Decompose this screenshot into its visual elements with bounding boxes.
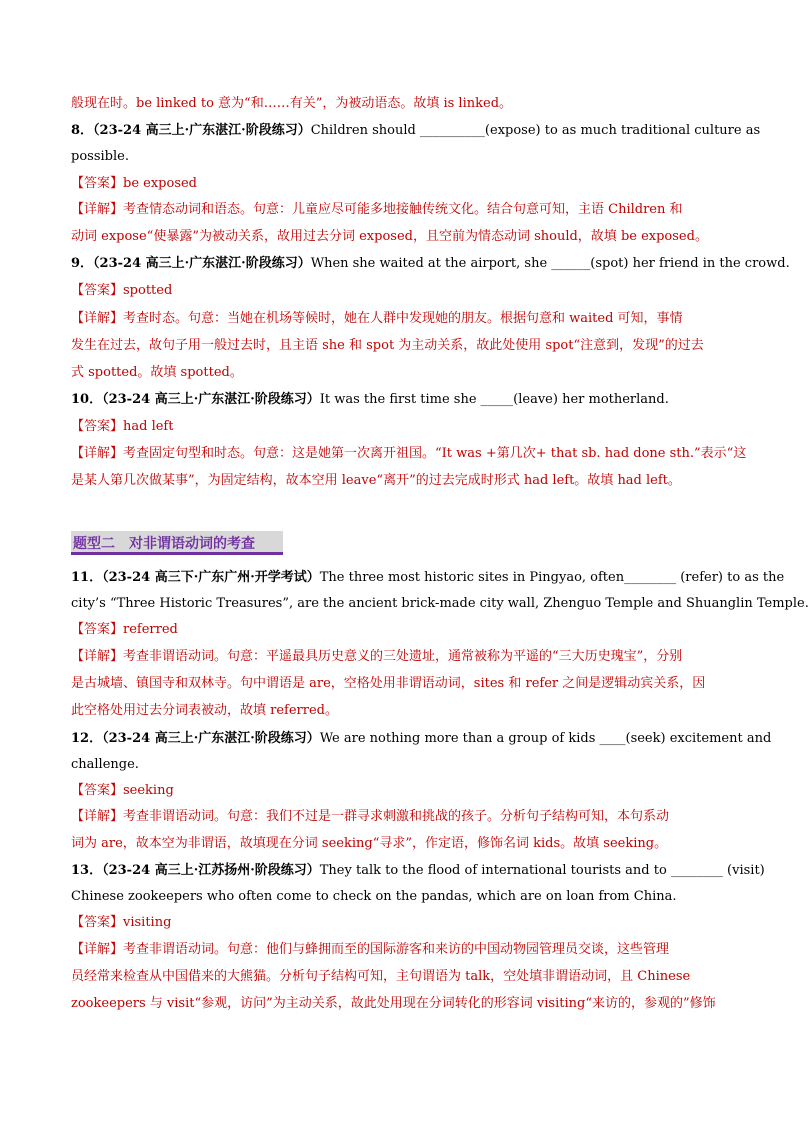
question-number: 8． xyxy=(71,123,94,138)
section-header xyxy=(71,531,283,555)
text-line: 般现在时。be linked to 意为“和……有关”，为被动语态。故填 is linked。 xyxy=(71,96,513,111)
question-text: When she waited at the airport, she ______(spot) her friend in the crowd. xyxy=(310,256,790,271)
question-source: （23-24 高三下·广东广州·开学考试） xyxy=(102,570,320,585)
section-title: 题型二 对非谓语动词的考查 xyxy=(73,536,255,552)
question-source: （23-24 高三上·广东湛江·阶段练习） xyxy=(102,731,320,746)
question-number: 9． xyxy=(71,256,94,271)
question-number: 12． xyxy=(71,731,103,746)
question-text: It was the first time she _____(leave) her motherland. xyxy=(319,392,669,407)
question-number: 11． xyxy=(71,570,103,585)
question-13 xyxy=(71,861,765,881)
explanation-line: 【详解】考查非谓语动词。句意：他们与蜂拥而至的国际游客和来访的中国动物园管理员交谈，这些管理 xyxy=(71,942,670,957)
question-source: （23-24 高三上·广东湛江·阶段练习） xyxy=(102,392,320,407)
explanation-line: 【详解】考查时态。句意：当她在机场等候时，她在人群中发现她的朋友。根据句意和 waited 可知，事情 xyxy=(71,311,683,326)
question-8 xyxy=(71,121,761,141)
question-11 xyxy=(71,568,785,588)
answer-line: 【答案】seeking xyxy=(71,783,174,798)
text-line: challenge. xyxy=(71,757,139,772)
explanation-line: 是某人第几次做某事”，为固定结构，故本空用 leave“离开”的过去完成时形式 had left。故填 had left。 xyxy=(71,473,681,488)
answer-line: 【答案】visiting xyxy=(71,915,172,930)
explanation-line: 是古城墙、镇国寺和双林寺。句中谓语是 are，空格处用非谓语动词，sites 和 refer 之间是逻辑动宾关系，因 xyxy=(71,676,706,691)
question-text: They talk to the flood of international tourists and to ________ (visit) xyxy=(319,863,765,878)
explanation-line: 词为 are，故本空为非谓语，故填现在分词 seeking“寻求”，作定语，修饰名词 kids。故填 seeking。 xyxy=(71,836,668,851)
question-source: （23-24 高三上·广东湛江·阶段练习） xyxy=(93,256,311,271)
answer-line: 【答案】had left xyxy=(71,419,174,434)
question-number: 13． xyxy=(71,863,103,878)
explanation-line: 此空格处用过去分词表被动，故填 referred。 xyxy=(71,703,338,718)
question-10 xyxy=(71,390,731,410)
explanation-line: 【详解】考查非谓语动词。句意：我们不过是一群寻求刺激和挑战的孩子。分析句子结构可知，本句系动 xyxy=(71,809,670,824)
question-source: （23-24 高三上·江苏扬州·阶段练习） xyxy=(102,863,320,878)
question-text: The three most historic sites in Pingyao, often________ (refer) to as the xyxy=(319,570,785,585)
question-source: （23-24 高三上·广东湛江·阶段练习） xyxy=(93,123,311,138)
explanation-line: 员经常来检查从中国借来的大熊猫。分析句子结构可知，主句谓语为 talk，空处填非谓语动词，且 Chinese xyxy=(71,969,691,984)
text-line: possible. xyxy=(71,149,129,164)
explanation-line: 【详解】考查情态动词和语态。句意：儿童应尽可能多地接触传统文化。结合句意可知，主语 Children 和 xyxy=(71,202,683,217)
text-line: city’s “Three Historic Treasures”, are the ancient brick-made city wall, Zhenguo Temple and Shuanglin Temple. xyxy=(71,596,809,611)
question-12 xyxy=(71,729,772,749)
text-line: Chinese zookeepers who often come to check on the pandas, which are on loan from China. xyxy=(71,889,677,904)
explanation-line: 【详解】考查固定句型和时态。句意：这是她第一次离开祖国。“It was +第几次+ that sb. had done sth.”表示“这 xyxy=(71,446,747,461)
answer-line: 【答案】referred xyxy=(71,622,178,637)
explanation-line: 发生在过去，故句子用一般过去时，且主语 she 和 spot 为主动关系，故此处使用 spot“注意到，发现”的过去 xyxy=(71,338,704,353)
question-number: 10． xyxy=(71,392,103,407)
explanation-line: 【详解】考查非谓语动词。句意：平遥最具历史意义的三处遗址，通常被称为平遥的“三大历史瑰宝”，分别 xyxy=(71,649,683,664)
question-text: Children should __________(expose) to as much traditional culture as xyxy=(310,123,761,138)
answer-line: 【答案】be exposed xyxy=(71,176,198,191)
explanation-line: 式 spotted。故填 spotted。 xyxy=(71,365,243,380)
explanation-line: zookeepers 与 visit“参观，访问”为主动关系，故此处用现在分词转化的形容词 visiting“来访的，参观的”修饰 xyxy=(71,996,716,1011)
explanation-line: 动词 expose“使暴露”为被动关系，故用过去分词 exposed，且空前为情态动词 should，故填 be exposed。 xyxy=(71,229,708,244)
question-text: We are nothing more than a group of kids ____(seek) excitement and xyxy=(319,731,772,746)
answer-line: 【答案】spotted xyxy=(71,283,173,298)
question-9 xyxy=(71,254,790,274)
